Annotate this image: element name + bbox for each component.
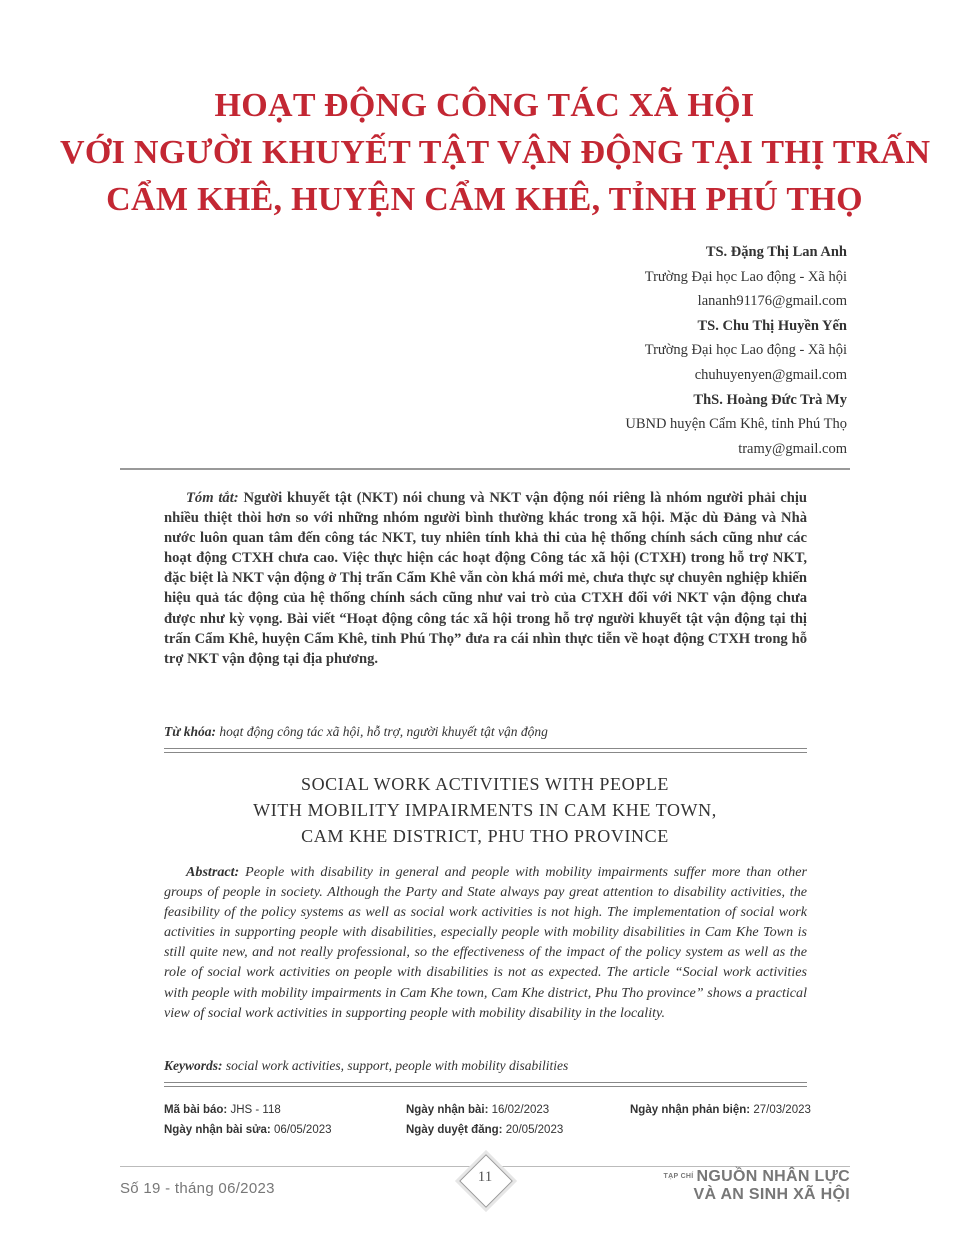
title-line: CẨM KHÊ, HUYỆN CẨM KHÊ, TỈNH PHÚ THỌ	[106, 181, 863, 218]
author-affiliation: UBND huyện Cẩm Khê, tỉnh Phú Thọ	[625, 416, 847, 433]
keywords-vi-label: Từ khóa:	[164, 724, 216, 739]
divider	[164, 1086, 807, 1087]
author-block	[625, 240, 847, 461]
keywords-vi	[164, 722, 807, 742]
author-affiliation: Trường Đại học Lao động - Xã hội	[644, 342, 847, 359]
divider	[120, 468, 850, 470]
title-line: VỚI NGƯỜI KHUYẾT TẬT VẬN ĐỘNG TẠI THỊ TRẤN	[60, 134, 931, 171]
author-name: ThS. Hoàng Đức Trà My	[693, 391, 847, 408]
abstract-vi-text: Người khuyết tật (NKT) nói chung và NKT vận động nói riêng là nhóm người phải chịu nhiều thiệt thòi hơn so với những nhóm người bình thường khác trong xã hội. Mặc dù Đảng và Nhà nước luôn quan tâm đến công tác NKT, tuy nhiên tính khả thi của hệ thống chính sách cũng như các hoạt động CTXH chưa cao. Việc thực hiện các hoạt động Công tác xã hội (CTXH) trong hỗ trợ NKT, đặc biệt là NKT vận động ở Thị trấn Cẩm Khê vẫn còn khá mới mẻ, chưa thực sự chuyên nghiệp khiến hiệu quả tác động của hệ thống chính sách cũng như vai trò của CTXH đối với NKT vận động chưa được như kỳ vọng. Bài viết “Hoạt động công tác xã hội trong hỗ trợ người khuyết tật vận động tại thị trấn Cẩm Khê, huyện Cẩm Khê, tỉnh Phú Thọ” đưa ra cái nhìn thực tiễn về hoạt động CTXH trong hỗ trợ NKT vận động tại địa phương.	[164, 490, 807, 667]
abstract-en-text: People with disability in general and people with mobility impairments suffer more than other groups of people in society. Although the Party and State always pay great attention to disability activities, the feasibility of the policy systems as well as social work activities is not high. The implementation of social work activities in supporting people with disabilities, especially people with mobility disabilities in Cam Khe Town is still quite new, and not really professional, so the effectiveness of the impact of the policy system as well as the role of social work activities on people with disabilities is not as expected. The article “Social work activities with people with mobility impairments in Cam Khe town, Cam Khe district, Phu Tho province” shows a practical view of social work activities in supporting people with mobility disability in the locality.	[164, 864, 807, 1021]
title-en-line: WITH MOBILITY IMPAIRMENTS IN CAM KHE TOWN,	[253, 800, 717, 820]
title-en-line: SOCIAL WORK ACTIVITIES WITH PEOPLE	[300, 774, 670, 794]
journal-name-line2: VÀ AN SINH XÃ HỘI	[693, 1186, 850, 1203]
abstract-vi	[164, 488, 807, 669]
author-name: TS. Chu Thị Huyền Yến	[697, 317, 847, 334]
page-number: 11	[477, 1169, 493, 1185]
abstract-vi-label: Tóm tắt:	[186, 490, 239, 506]
abstract-en	[164, 862, 807, 1023]
page-number-badge	[460, 1155, 510, 1205]
author-email: lananh91176@gmail.com	[697, 293, 847, 310]
abstract-en-label: Abstract:	[186, 864, 240, 880]
issue-label: Số 19 - tháng 06/2023	[120, 1180, 275, 1197]
keywords-vi-text: hoạt động công tác xã hội, hỗ trợ, người khuyết tật vận động	[219, 724, 548, 739]
divider	[164, 748, 807, 749]
title-en-line: CAM KHE DISTRICT, PHU THO PROVINCE	[301, 826, 669, 846]
journal-logo	[664, 1168, 850, 1204]
divider	[164, 752, 807, 753]
keywords-en	[164, 1056, 807, 1076]
meta-accepted: Ngày duyệt đăng: 20/05/2023	[406, 1124, 564, 1136]
author-affiliation: Trường Đại học Lao động - Xã hội	[644, 268, 847, 285]
author-email: chuhuyenyen@gmail.com	[694, 366, 847, 383]
keywords-en-label: Keywords:	[164, 1058, 223, 1073]
journal-prefix: TẠP CHÍ	[663, 1173, 694, 1180]
divider	[164, 1082, 807, 1083]
author-email: tramy@gmail.com	[738, 440, 847, 457]
author-name: TS. Đặng Thị Lan Anh	[705, 244, 847, 260]
keywords-en-text: social work activities, support, people with mobility disabilities	[225, 1058, 569, 1073]
article-title-en	[120, 771, 850, 849]
title-line: HOẠT ĐỘNG CÔNG TÁC XÃ HỘI	[214, 87, 755, 124]
meta-article-code: Mã bài báo: JHS - 118	[164, 1104, 281, 1116]
meta-received: Ngày nhận bài: 16/02/2023	[406, 1104, 550, 1116]
journal-name-line1: $^{TẠP CHÍ}$ NGUỒN NHÂN LỰC	[663, 1168, 850, 1185]
article-title-vi	[60, 82, 931, 223]
meta-revised: Ngày nhận bài sửa: 06/05/2023	[164, 1124, 332, 1136]
meta-review: Ngày nhận phản biện: 27/03/2023	[630, 1104, 811, 1116]
